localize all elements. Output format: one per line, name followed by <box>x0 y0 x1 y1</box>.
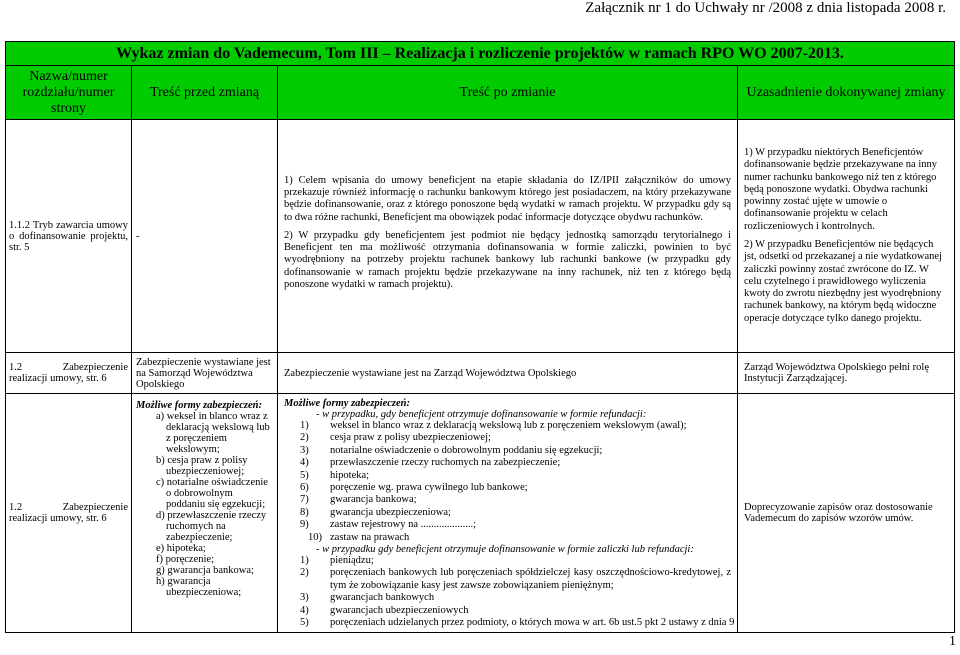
row3-section: 1.2 Zabezpieczenie realizacji umowy, str. 6 <box>6 394 132 633</box>
changes-table <box>5 41 955 633</box>
row3-justification: Doprecyzowanie zapisów oraz dostosowanie Vademecum do zapisów wzorów umów. <box>738 394 955 633</box>
list-item: 4) gwarancjach ubezpieczeniowych <box>300 604 469 616</box>
list-item: 10) zastaw na prawach <box>308 531 410 543</box>
list-item: 6) poręczenie wg. prawa cywilnego lub bankowe; <box>300 482 528 494</box>
list-item: a) weksel in blanco wraz z deklaracją wekslową lub z poręczeniem wekslowym; <box>156 411 270 455</box>
list-item: 7) gwarancja bankowa; <box>300 494 417 506</box>
row3-before <box>132 394 278 633</box>
row2-after: Zabezpieczenie wystawiane jest na Zarząd Województwa Opolskiego <box>278 353 738 394</box>
list-item: 4) przewłaszczenie rzeczy ruchomych na zabezpieczenie; <box>300 457 561 469</box>
row3-after-list2 <box>284 555 735 629</box>
list-item: 2) poręczeniach bankowych lub poręczeniach spółdzielczej kasy oszczędnościowo-kredytowej, z tym że zobowiązanie kasy jest zawsze zobowiązaniem pieniężnym; <box>300 567 731 591</box>
list-item: 1) pieniądzu; <box>300 555 374 567</box>
list-item: 5) poręczeniach udzielanych przez podmioty, o których mowa w art. 6b ust.5 pkt 2 ustawy z dnia 9 <box>300 617 735 629</box>
row3-before-list <box>136 411 273 598</box>
row1-justification <box>738 120 955 353</box>
table-row <box>6 120 955 353</box>
row1-justification-p2: 2) W przypadku Beneficjentów nie będących jst, odsetki od przekazanej a nie wydatkowanej zaliczki powinny zostać zwrócone do IZ. W celu czytelnego i prawidłowego wyliczenia kwoty do zwrotu niezbędny jest wyodrębniony rachunek bankowy, na którym będą widoczne operacje dotyczące tylko danego projektu. <box>744 239 942 324</box>
table-row <box>6 394 955 633</box>
row3-after-heading: Możliwe formy zabezpieczeń: <box>284 398 410 409</box>
list-item: e) hipoteka; <box>156 543 206 554</box>
list-item: 8) gwarancja ubezpieczeniowa; <box>300 506 451 518</box>
row3-before-heading: Możliwe formy zabezpieczeń: <box>136 400 262 411</box>
row3-after-sub2: - w przypadku gdy beneficjent otrzymuje dofinansowanie w formie zaliczki lub refundacji: <box>316 544 694 556</box>
header-col3: Treść po zmianie <box>278 66 738 120</box>
list-item: 2) cesja praw z polisy ubezpieczeniowej; <box>300 432 491 444</box>
row1-section: 1.1.2 Tryb zawarcia umowy o dofinansowanie projektu, str. 5 <box>6 120 132 353</box>
list-item: f) poręczenie; <box>156 554 215 565</box>
row1-after <box>278 120 738 353</box>
title-row <box>6 42 955 66</box>
row1-after-p2: 2) W przypadku gdy beneficjentem jest podmiot nie będący jednostką samorządu terytorialnego i Beneficjent ten ma możliwość otrzymania dofinansowania w formie zaliczki, powinien to być wyodrębniony na potrzeby projektu rachunek bankowy lub rachunki bankowe (w przypadku gdy dofinansowanie w ramach projektu będzie przekazywane na inny rachunek, niż ten z którego będą ponoszone wydatki w ramach projektu). <box>284 229 731 291</box>
list-item: 1) weksel in blanco wraz z deklaracją wekslową lub z poręczeniem wekslowym (awal); <box>300 420 687 431</box>
attachment-header: Załącznik nr 1 do Uchwały nr /2008 z dnia listopada 2008 r. <box>585 0 946 16</box>
row3-after-list1 <box>284 420 731 544</box>
table-title: Wykaz zmian do Vademecum, Tom III – Realizacja i rozliczenie projektów w ramach RPO WO 2007-2013. <box>6 42 955 66</box>
table-row <box>6 353 955 394</box>
row1-after-p1: 1) Celem wpisania do umowy beneficjent na etapie składania do IZ/IPII załączników do umowy przekazuje również informację o rachunku bankowym którego jest posiadaczem, na który przekazywane będzie dofinansowanie, oraz z którego ponoszone będą wydatki w ramach projektu. W przypadku gdy są to dwa różne rachunki, Beneficjent ma obowiązek podać informacje dotyczące obydwu rachunków. <box>284 174 731 223</box>
row1-justification-p1: 1) W przypadku niektórych Beneficjentów dofinansowanie będzie przekazywane na inny numer rachunku bankowego niż ten z którego będą ponoszone wydatki. Obydwa rachunki powinny zostać ujęte w umowie o dofinansowanie projektu w celach rozliczeniowych i kontrolnych. <box>744 146 937 232</box>
list-item: h) gwarancja ubezpieczeniowa; <box>156 576 242 598</box>
list-item: 3) gwarancjach bankowych <box>300 592 435 604</box>
row2-before: Zabezpieczenie wystawiane jest na Samorząd Województwa Opolskiego <box>132 353 278 394</box>
list-item: 9) zastaw rejestrowy na ....................; <box>300 519 477 531</box>
list-item: g) gwarancja bankowa; <box>156 565 254 576</box>
header-col2: Treść przed zmianą <box>132 66 278 120</box>
page-number: 1 <box>949 634 956 649</box>
list-item: b) cesja praw z polisy ubezpieczeniowej; <box>156 455 248 477</box>
list-item: 5) hipoteka; <box>300 469 370 481</box>
row3-after-sub1: - w przypadku, gdy beneficjent otrzymuje dofinansowanie w formie refundacji: <box>316 409 647 420</box>
header-col4: Uzasadnienie dokonywanej zmiany <box>738 66 955 120</box>
row3-after <box>278 394 738 633</box>
row2-section: 1.2 Zabezpieczenie realizacji umowy, str. 6 <box>6 353 132 394</box>
row2-justification: Zarząd Województwa Opolskiego pełni rolę Instytucji Zarządzającej. <box>738 353 955 394</box>
list-item: 3) notarialne oświadczenie o dobrowolnym poddaniu się egzekucji; <box>300 444 603 456</box>
header-row <box>6 66 955 120</box>
list-item: d) przewłaszczenie rzeczy ruchomych na zabezpieczenie; <box>156 510 267 543</box>
header-col1: Nazwa/numer rozdziału/numer strony <box>6 66 132 120</box>
list-item: c) notarialne oświadczenie o dobrowolnym poddaniu się egzekucji; <box>156 477 268 510</box>
row1-before: - <box>132 120 278 353</box>
